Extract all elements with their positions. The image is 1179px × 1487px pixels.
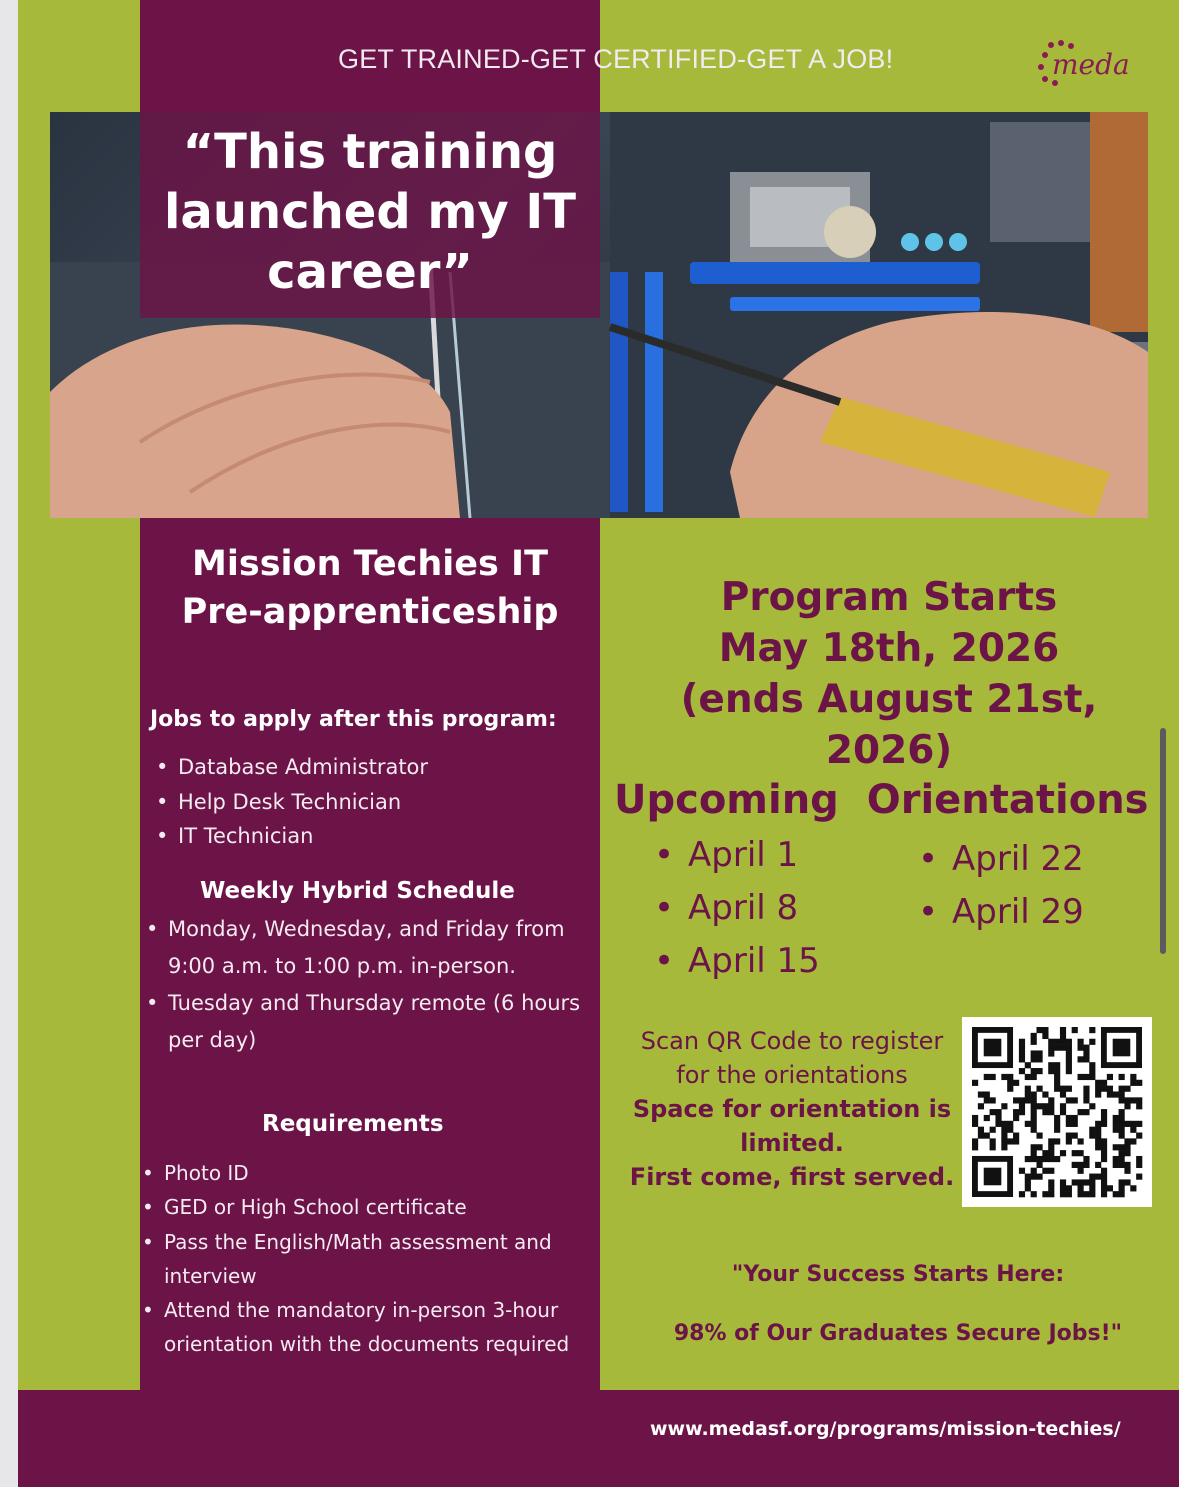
orientation-date: • April 1 bbox=[654, 829, 820, 882]
list-item: • Pass the English/Math assessment and interview bbox=[142, 1225, 602, 1294]
qr-code[interactable] bbox=[962, 1017, 1152, 1207]
list-item: • Tuesday and Thursday remote (6 hours per day) bbox=[146, 985, 596, 1059]
orientation-date: • April 29 bbox=[918, 886, 1084, 939]
jobs-heading: Jobs to apply after this program: bbox=[150, 707, 557, 732]
schedule-heading: Weekly Hybrid Schedule bbox=[200, 878, 515, 904]
orientation-dates-col2 bbox=[918, 833, 1084, 939]
logo-text: meda bbox=[1052, 48, 1130, 81]
flyer bbox=[18, 0, 1179, 1487]
success-line: "Your Success Starts Here: bbox=[731, 1262, 1065, 1287]
orientation-date: • April 8 bbox=[654, 882, 820, 935]
limited-space-notice bbox=[602, 1092, 982, 1194]
starts-line: May 18th, 2026 bbox=[718, 626, 1060, 671]
requirements-heading: Requirements bbox=[262, 1111, 444, 1137]
list-item: • Database Administrator bbox=[156, 750, 586, 785]
starts-line: (ends August 21st, bbox=[680, 677, 1098, 722]
schedule-list bbox=[146, 911, 596, 1059]
list-item: • Monday, Wednesday, and Friday from 9:00 a.m. to 1:00 p.m. in-person. bbox=[146, 911, 596, 985]
list-item: • IT Technician bbox=[156, 819, 586, 854]
list-item: • Attend the mandatory in-person 3-hour orientation with the documents required bbox=[142, 1293, 602, 1362]
list-item: • GED or High School certificate bbox=[142, 1190, 602, 1224]
orientation-date: • April 15 bbox=[654, 935, 820, 988]
tagline: GET TRAINED-GET CERTIFIED-GET A JOB! bbox=[338, 44, 894, 74]
list-item: • Photo ID bbox=[142, 1156, 602, 1190]
jobs-list bbox=[156, 750, 586, 854]
starts-line: 2026) bbox=[825, 728, 953, 773]
scrollbar[interactable] bbox=[1160, 728, 1166, 954]
testimonial-quote: “This training launched my IT career” bbox=[163, 124, 577, 300]
limited-line: limited. bbox=[740, 1129, 844, 1157]
limited-line: First come, first served. bbox=[629, 1163, 955, 1191]
starts-line: Program Starts bbox=[720, 575, 1058, 620]
qr-code-icon bbox=[962, 1017, 1152, 1207]
scan-line: Scan QR Code to register bbox=[640, 1027, 944, 1055]
program-start-dates bbox=[616, 572, 1162, 776]
program-title: Mission Techies IT Pre-apprenticeship bbox=[181, 544, 559, 632]
orientation-date: • April 22 bbox=[918, 833, 1084, 886]
orientations-heading: Upcoming Orientations bbox=[614, 777, 1149, 823]
limited-line: Space for orientation is bbox=[632, 1095, 952, 1123]
scan-instructions bbox=[602, 1024, 982, 1092]
list-item: • Help Desk Technician bbox=[156, 785, 586, 820]
scan-line: for the orientations bbox=[676, 1061, 908, 1089]
orientation-dates-col1 bbox=[654, 829, 820, 988]
meda-logo bbox=[1030, 40, 1140, 90]
hero-image bbox=[50, 112, 1148, 518]
website-link[interactable]: www.medasf.org/programs/mission-techies/ bbox=[650, 1418, 1121, 1440]
requirements-list bbox=[142, 1156, 602, 1362]
success-line: 98% of Our Graduates Secure Jobs!" bbox=[673, 1321, 1123, 1346]
